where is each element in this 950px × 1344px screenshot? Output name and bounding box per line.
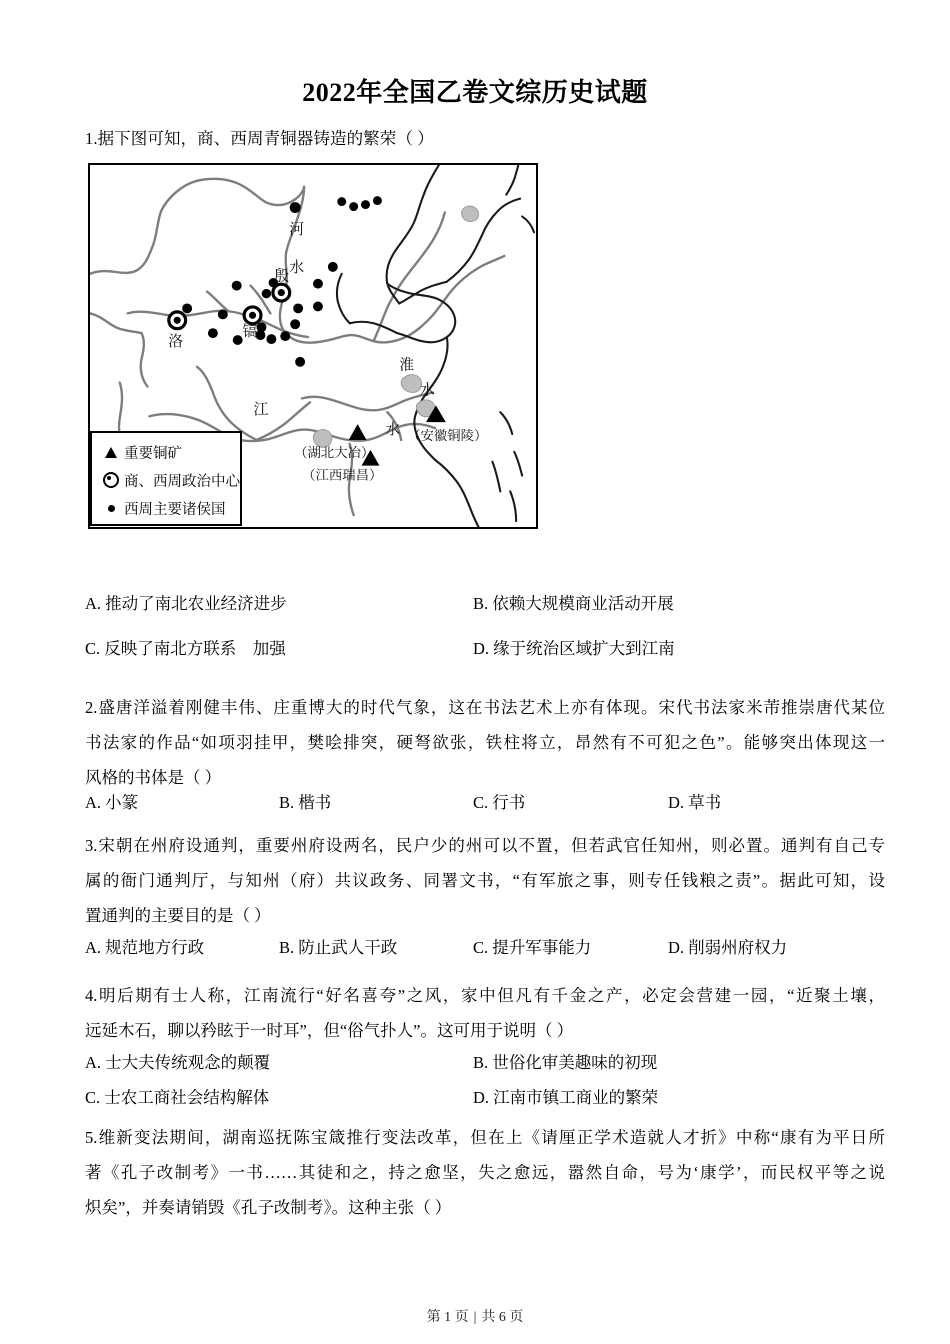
question-1-options-row-1: [85, 590, 885, 612]
question-1-stem: 1.据下图可知，商、西周青铜器铸造的繁荣（ ）: [85, 129, 434, 148]
map-label-jiangxi-ruichang: （江西瑞昌）: [302, 467, 383, 483]
question-1-option-b[interactable]: B. 依赖大规模商业活动开展: [473, 594, 674, 613]
question-3-options-row: [85, 934, 885, 956]
question-4-option-d[interactable]: D. 江南市镇工商业的繁荣: [473, 1088, 659, 1107]
question-1-option-d[interactable]: D. 缘于统治区域扩大到江南: [473, 639, 675, 658]
map-label-shui3: 水: [385, 422, 401, 439]
footer-current-page: 第 1 页: [426, 1310, 469, 1325]
question-3-option-a[interactable]: A. 规范地方行政: [85, 938, 205, 957]
question-2-stem: [85, 690, 885, 795]
question-3-stem-line-2: 属的衙门通判厅，与知州（府）共议政务、同署文书，“有军旅之事，则专任钱粮之责”。据此可知，设: [85, 871, 885, 890]
question-2-option-c[interactable]: C. 行书: [473, 793, 526, 812]
question-2-stem-line-3: 风格的书体是（ ）: [85, 768, 222, 787]
map-label-luo: 镐: [242, 324, 258, 341]
dot-icon: [100, 505, 122, 512]
map-label-anhui-tongling: （安徽铜陵）: [407, 427, 488, 443]
question-4-option-b[interactable]: B. 世俗化审美趣味的初现: [473, 1053, 658, 1072]
map-label-huai: 淮: [399, 357, 415, 374]
legend-row-vassal-state: [100, 494, 240, 522]
page-title: 2022年全国乙卷文综历史试题: [302, 78, 648, 107]
map-label-shui1: 水: [289, 259, 305, 276]
question-2-option-b[interactable]: B. 楷书: [279, 793, 332, 812]
legend-label-vassal-state: 西周主要诸侯国: [124, 501, 226, 518]
page-footer: [0, 1306, 950, 1326]
question-4-options-row-1: [85, 1049, 885, 1071]
question-4-option-c[interactable]: C. 士农工商社会结构解体: [85, 1088, 270, 1107]
question-4-stem-line-1: 4.明后期有士人称，江南流行“好名喜夸”之风，家中但凡有千金之产，必定会营建一园，“近聚土壤，: [85, 986, 885, 1005]
question-4-option-a[interactable]: A. 士大夫传统观念的颠覆: [85, 1053, 271, 1072]
map-label-jiang: 江: [253, 402, 269, 419]
question-3-stem-line-1: 3.宋朝在州府设通判，重要州府设两名，民户少的州可以不置，但若武官任知州，则必置。通判有自己专: [85, 836, 885, 855]
question-4-options-row-2: [85, 1084, 885, 1106]
question-2-option-a[interactable]: A. 小篆: [85, 793, 139, 812]
question-5-stem-line-3: 炽矣”，并奏请销毁《孔子改制考》。这种主张（ ）: [85, 1198, 452, 1217]
question-5-stem: [85, 1120, 885, 1225]
question-1-option-c[interactable]: C. 反映了南北方联系 加强: [85, 639, 286, 658]
triangle-icon: [100, 447, 122, 458]
question-3-option-d[interactable]: D. 削弱州府权力: [668, 938, 788, 957]
question-2-options-row: [85, 789, 885, 811]
question-2-stem-line-2: 书法家的作品“如项羽挂甲，樊哙排突，硬弩欲张，铁柱将立，昂然有不可犯之色”。能够突出体现这一: [85, 733, 885, 752]
question-2-stem-line-1: 2.盛唐洋溢着刚健丰伟、庄重博大的时代气象，这在书法艺术上亦有体现。宋代书法家米芾推崇唐代某位: [85, 698, 885, 717]
question-1-options-row-2: [85, 635, 885, 657]
question-1-figure: [88, 163, 538, 529]
map-label-shui2: 水: [420, 382, 435, 399]
question-3-stem: [85, 828, 885, 933]
legend-label-copper-mine: 重要铜矿: [124, 445, 182, 462]
question-2-option-d[interactable]: D. 草书: [668, 793, 722, 812]
legend-row-political-center: [100, 466, 240, 494]
question-3-option-c[interactable]: C. 提升军事能力: [473, 938, 592, 957]
map-label-hao: 洛: [168, 334, 184, 350]
map-label-he: 河: [289, 222, 305, 239]
question-5-stem-line-1: 5.维新变法期间，湖南巡抚陈宝箴推行变法改革，但在上《请厘正学术造就人才折》中称“康有为平日所: [85, 1128, 885, 1147]
map-label-yin: 殷: [274, 268, 290, 285]
map-label-hubei-daye: （湖北大冶）: [294, 444, 375, 460]
question-4-stem-line-2: 远延木石，聊以矜眩于一时耳”，但“俗气扑人”。这可用于说明（ ）: [85, 1021, 574, 1040]
question-3-option-b[interactable]: B. 防止武人干政: [279, 938, 398, 957]
footer-separator: |: [473, 1310, 477, 1325]
footer-total-pages: 共 6 页: [481, 1310, 524, 1325]
question-3-stem-line-3: 置通判的主要目的是（ ）: [85, 906, 271, 925]
legend-label-political-center: 商、西周政治中心: [124, 473, 240, 490]
question-5-stem-line-2: 著《孔子改制考》一书……其徒和之，持之愈坚，失之愈远，嚣然自命，号为‘康学’，而民权平等之说: [85, 1163, 885, 1182]
legend-row-copper-mine: [100, 438, 240, 466]
question-1-option-a[interactable]: A. 推动了南北农业经济进步: [85, 594, 287, 613]
map-legend: [90, 431, 242, 526]
question-4-stem: [85, 978, 885, 1048]
ring-icon: [100, 472, 122, 488]
